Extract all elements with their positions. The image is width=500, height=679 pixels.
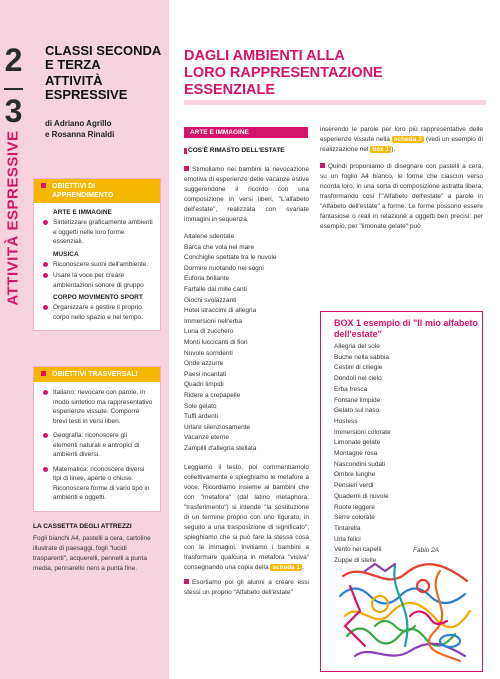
poem-line: Conchiglie spettate tra le nuvole <box>184 254 277 262</box>
box-1-number: BOX 1 <box>334 318 362 328</box>
sidebar-title-line: ESPRESSIVE <box>45 87 128 102</box>
paragraph <box>320 125 483 155</box>
poem-line: Ridere a crepapelle <box>184 391 241 399</box>
poem-line: Quaderni di nuvole <box>334 492 389 500</box>
sidebar-title-line: E TERZA <box>45 57 101 72</box>
objective-group-title: ARTE E IMMAGINE <box>53 209 112 216</box>
poem-line: Euforia brillante <box>184 275 230 283</box>
poem-line: Giochi svolazzanti <box>184 296 237 304</box>
transversal-head: OBIETTIVI TRASVERSALI <box>34 367 160 382</box>
objectives-head <box>34 179 160 203</box>
paragraph <box>184 578 309 598</box>
poem-line: Farfalle dai mille canti <box>184 285 247 293</box>
bullet-square-icon <box>184 166 189 171</box>
column-1 <box>184 165 309 598</box>
poem-line: Tuffi ardenti <box>184 413 218 421</box>
sidebar-title-line: ATTIVITÀ <box>45 73 103 88</box>
transversal-item: Matematica: riconoscere diversi tipi di linee, aperte o chiuse. Riconoscere forme di vario tipo in ambienti e oggetti. <box>41 465 153 503</box>
poem-line: Quadri limpidi <box>184 381 224 389</box>
section-number-bottom: 3 <box>4 93 23 129</box>
box-1-tag: box 1 <box>372 146 390 153</box>
poem-line: Nuvole sorridenti <box>184 349 233 357</box>
poem-line: Buche nella sabbia <box>334 353 389 361</box>
page-title-line: ESSENZIALE <box>184 82 276 98</box>
poem-line: Dondoli nel cielo <box>334 375 382 383</box>
poem-line: Limonate gelate <box>334 439 381 447</box>
paragraph-text: (vedi un esempio di realizzazione nel <box>320 136 483 153</box>
authors <box>45 118 165 140</box>
paragraph-text: Quindi proponiamo di disegnare con pastelli a cera, su un foglio A4 bianco, le forme che ciascun verso ricorda loro, in una sorta di composizione astratta libera, trasformando così l'"Alfabeto dell'estate" a parole in "Alfabeto dell'estate" a forme. Le forme possono essere fantasiose o reali in relazione a oggetti ben precisi: per esempio, per "limonate gelate" può <box>320 163 483 230</box>
poem-line: Nascondini sudati <box>334 460 386 468</box>
objective-item: Organizzare e gestire il proprio corpo nello spazio e nel tempo. <box>41 303 153 322</box>
paragraph-text: Leggiamo il testo, poi commentiamolo collettivamente e spieghiamo le metafore a voce. Ricordiamo insieme ai bambini che con "metafora" (dal latino metaphora: "trasferimento") si intende "la sostituzione di un termine proprio con uno figurato, in seguito a una trasposizione di significato"; spieghiamo che si può fare la stessa cosa con le immagini. Invitiamo i bambini a trasformare qualcuna in metafora "visiva" consegnando una copia della <box>184 464 309 572</box>
poem-line: Ruote leggere <box>334 503 375 511</box>
poem-line: Immersioni nell'erba <box>184 317 242 325</box>
poem-line: Immersioni colorate <box>334 428 391 436</box>
poem-line: Dormire nuotando nei sogni <box>184 264 264 272</box>
poem-line: Urlare silenziosamente <box>184 423 251 431</box>
tools-box <box>33 523 161 574</box>
tools-text: Fogli bianchi A4, pastelli a cera, cartoline illustrate di paesaggi, fogli "lucidi trasparenti", acquerelli, pennelli a punta media, pennarello nero a punta fine. <box>33 535 151 572</box>
objective-item: Usare la voce per creare ambientazioni sonore di gruppo <box>41 271 153 290</box>
page-title-line: DAGLI AMBIENTI ALLA <box>184 48 345 64</box>
poem-line: Luna di zucchero <box>184 328 234 336</box>
poem <box>184 232 309 454</box>
poem-line: Allegria del sole <box>334 343 380 350</box>
paragraph <box>320 162 483 232</box>
paragraph-text: ). <box>391 146 396 153</box>
transversal-box <box>33 366 161 512</box>
poem-line: Tintarella <box>334 524 361 532</box>
objectives-box <box>33 178 161 331</box>
poem-line: Paesi incantati <box>184 370 227 378</box>
objective-item: Sintetizzare graficamente ambienti e oggetti nelle loro forme essenziali. <box>41 218 153 247</box>
poem-line: Ombre lunghe <box>334 471 376 479</box>
poem-line: Barca che vola nel mare <box>184 243 255 251</box>
paragraph-text: Esortiamo poi gli alunni a creare essi stessi un proprio "Alfabeto dell'estate" <box>184 579 309 597</box>
box-1-title <box>334 318 479 340</box>
objectives-head-line: OBIETTIVI DI <box>52 183 96 190</box>
poem-line: Vento nei capelli <box>334 546 382 554</box>
tools-head: LA CASSETTA DEGLI ATTREZZI <box>33 523 132 530</box>
paragraph <box>184 165 309 225</box>
poem-line: Hotel straccimi di allegria <box>184 307 257 315</box>
poem-line: Fontane limpide <box>334 396 381 404</box>
section-number-divider <box>4 88 23 90</box>
bullet-square-icon <box>184 579 189 584</box>
vertical-section-label: ATTIVITÀ ESPRESSIVE <box>4 130 22 306</box>
poem-line: Altalene sdentate <box>184 233 235 240</box>
poem-line: Sole gelato <box>184 402 217 410</box>
scheda-1-tag: scheda 1 <box>272 564 301 572</box>
transversal-item: Geografia: riconoscere gli elementi naturali e antropici di ambienti diversi. <box>41 431 153 460</box>
poem-line: Hostess <box>334 417 358 425</box>
objective-group-title: MUSICA <box>53 250 79 258</box>
poem-line: Serre colorate <box>334 514 375 522</box>
column-2 <box>320 125 483 232</box>
poem-line: Pensieri verdi <box>334 482 374 490</box>
box-1-poem <box>334 342 474 567</box>
box-1-caption: esempio di "Il mio alfabeto dell'estate" <box>334 318 478 339</box>
page-title-line: LORO RAPPRESENTAZIONE <box>184 65 383 81</box>
bullet-square-icon <box>320 163 325 168</box>
section-heading: ARTE E IMMAGINE <box>184 127 308 138</box>
objectives-head-line: APPRENDIMENTO <box>52 192 114 199</box>
poem-line: Cestini di ciliegie <box>334 364 383 372</box>
paragraph-text: inserendo le parole per loro più rappresentative delle esperienze vissute nella <box>320 126 483 143</box>
poem-line: Monti luccicanti di fiori <box>184 338 248 346</box>
poem-line: Montagne rosa <box>334 450 378 458</box>
subsection-heading: COS'È RIMASTO DELL'ESTATE <box>188 147 308 154</box>
sidebar-title-line: CLASSI SECONDA <box>45 43 162 58</box>
objective-group-title: CORPO MOVIMENTO SPORT <box>53 294 143 301</box>
poem-line: Gelato sul naso <box>334 407 380 415</box>
poem-line: Zampilli d'allegria stellata <box>184 444 257 452</box>
paragraph: Leggiamo il testo, poi commentiamolo collettivamente e spieghiamo le metafore a voce. Ricordiamo insieme ai bambini che con "metafora" (dal latino metaphora: "trasferimento") si intende "la sostituzione di un termine proprio con uno figurato, in seguito a una trasposizione di significato"; spieghiamo che si può fare la stessa cosa con le immagini. Invitiamo i bambini a trasformare qualcuna in metafora "visiva" consegnando una copia della scheda 1 . <box>184 464 309 572</box>
poem-line: Vacanze eterne <box>184 434 230 442</box>
author-line: e Rosanna Rinaldi <box>45 130 115 139</box>
title-rule <box>184 100 486 105</box>
paragraph-text: Stimoliamo nei bambini la rievocazione emotiva di esperienze delle vacanze estive suggerendone il ricordo con una composizione in versi liberi, "L'alfabeto dell'estate", realizzata con svariate immagini in sequenza. <box>184 166 309 223</box>
poem-line: Erba fresca <box>334 385 368 393</box>
sidebar-title <box>45 44 175 102</box>
section-number-top: 2 <box>4 42 23 78</box>
poem-line: Zuppe di stelle <box>334 557 377 565</box>
objective-item: Riconoscere suoni dell'ambiente. <box>41 260 153 270</box>
poem-line: Onde azzurre <box>184 360 224 368</box>
figure-caption: Fabio 2A <box>413 547 440 554</box>
child-drawing-illustration <box>335 556 477 668</box>
author-line: di Adriano Agrillo <box>45 119 112 128</box>
poem-line: Urla felici <box>334 535 361 543</box>
page-title <box>184 48 484 99</box>
transversal-item: Italiano: rievocare con parole, in modo sintetico ma rappresentativo esperienze vissute. Comporre brevi testi in versi liberi. <box>41 388 153 426</box>
scheda-2-tag: scheda 2 <box>393 136 422 143</box>
